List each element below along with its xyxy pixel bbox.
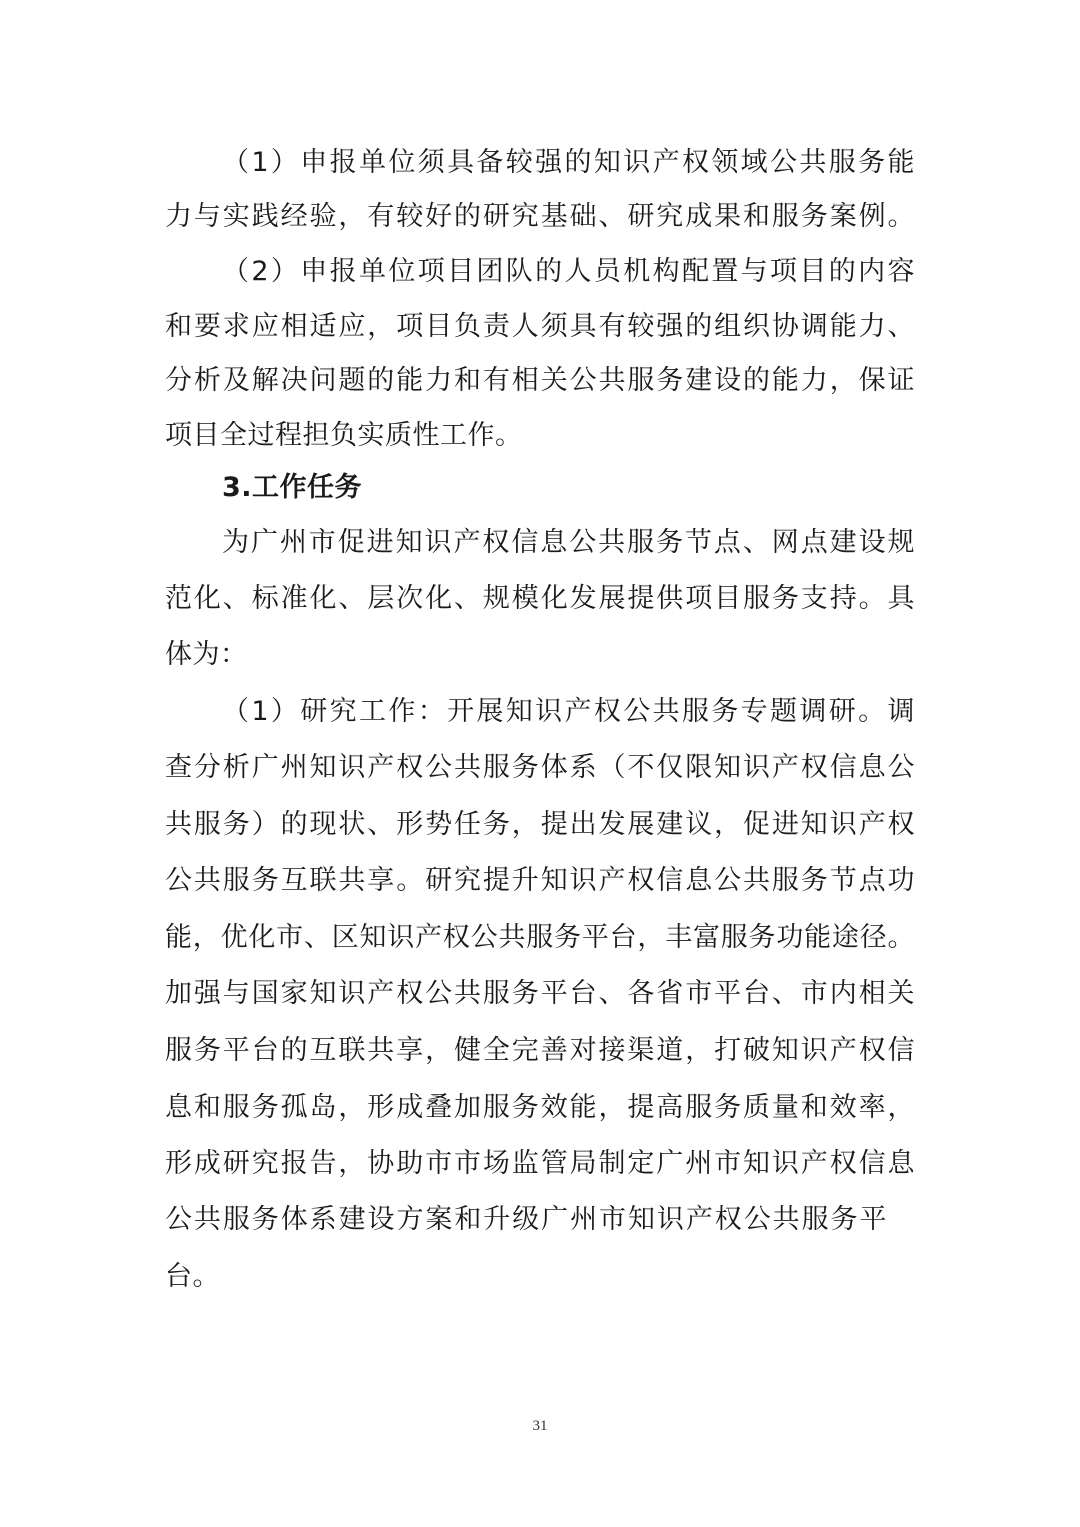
paragraph-line: 查分析广州知识产权公共服务体系（不仅限知识产权信息公 xyxy=(165,752,915,783)
paragraph-line: 体为： xyxy=(165,639,248,670)
paragraph-line: 形成研究报告，协助市市场监管局制定广州市知识产权信息 xyxy=(165,1148,915,1179)
paragraph-line: 服务平台的互联共享，健全完善对接渠道，打破知识产权信 xyxy=(165,1035,915,1066)
paragraph-line: 息和服务孤岛，形成叠加服务效能，提高服务质量和效率， xyxy=(165,1092,915,1123)
paragraph-line: 分析及解决问题的能力和有相关公共服务建设的能力，保证 xyxy=(165,365,915,396)
paragraph-line: （2）申报单位项目团队的人员机构配置与项目的内容 xyxy=(222,256,915,287)
paragraph-line: 为广州市促进知识产权信息公共服务节点、网点建设规 xyxy=(222,527,915,558)
paragraph-line: 加强与国家知识产权公共服务平台、各省市平台、市内相关 xyxy=(165,978,915,1009)
paragraph-line: 能，优化市、区知识产权公共服务平台，丰富服务功能途径。 xyxy=(165,922,915,953)
paragraph-line: 力与实践经验，有较好的研究基础、研究成果和服务案例。 xyxy=(165,201,915,232)
paragraph-line: 项目全过程担负实质性工作。 xyxy=(165,420,523,451)
paragraph-line: 范化、标准化、层次化、规模化发展提供项目服务支持。具 xyxy=(165,583,915,614)
paragraph-line: 公共服务体系建设方案和升级广州市知识产权公共服务平 xyxy=(165,1204,887,1235)
paragraph-line: 台。 xyxy=(165,1261,220,1292)
paragraph-line: 和要求应相适应，项目负责人须具有较强的组织协调能力、 xyxy=(165,311,915,342)
paragraph-line: （1）申报单位须具备较强的知识产权领域公共服务能 xyxy=(222,147,915,178)
paragraph-line: 共服务）的现状、形势任务，提出发展建议，促进知识产权 xyxy=(165,809,915,840)
section-heading: 3.工作任务 xyxy=(222,472,363,503)
paragraph-line: （1）研究工作：开展知识产权公共服务专题调研。调 xyxy=(222,696,915,727)
paragraph-line: 公共服务互联共享。研究提升知识产权信息公共服务节点功 xyxy=(165,865,915,896)
page-number: 31 xyxy=(532,1418,548,1434)
